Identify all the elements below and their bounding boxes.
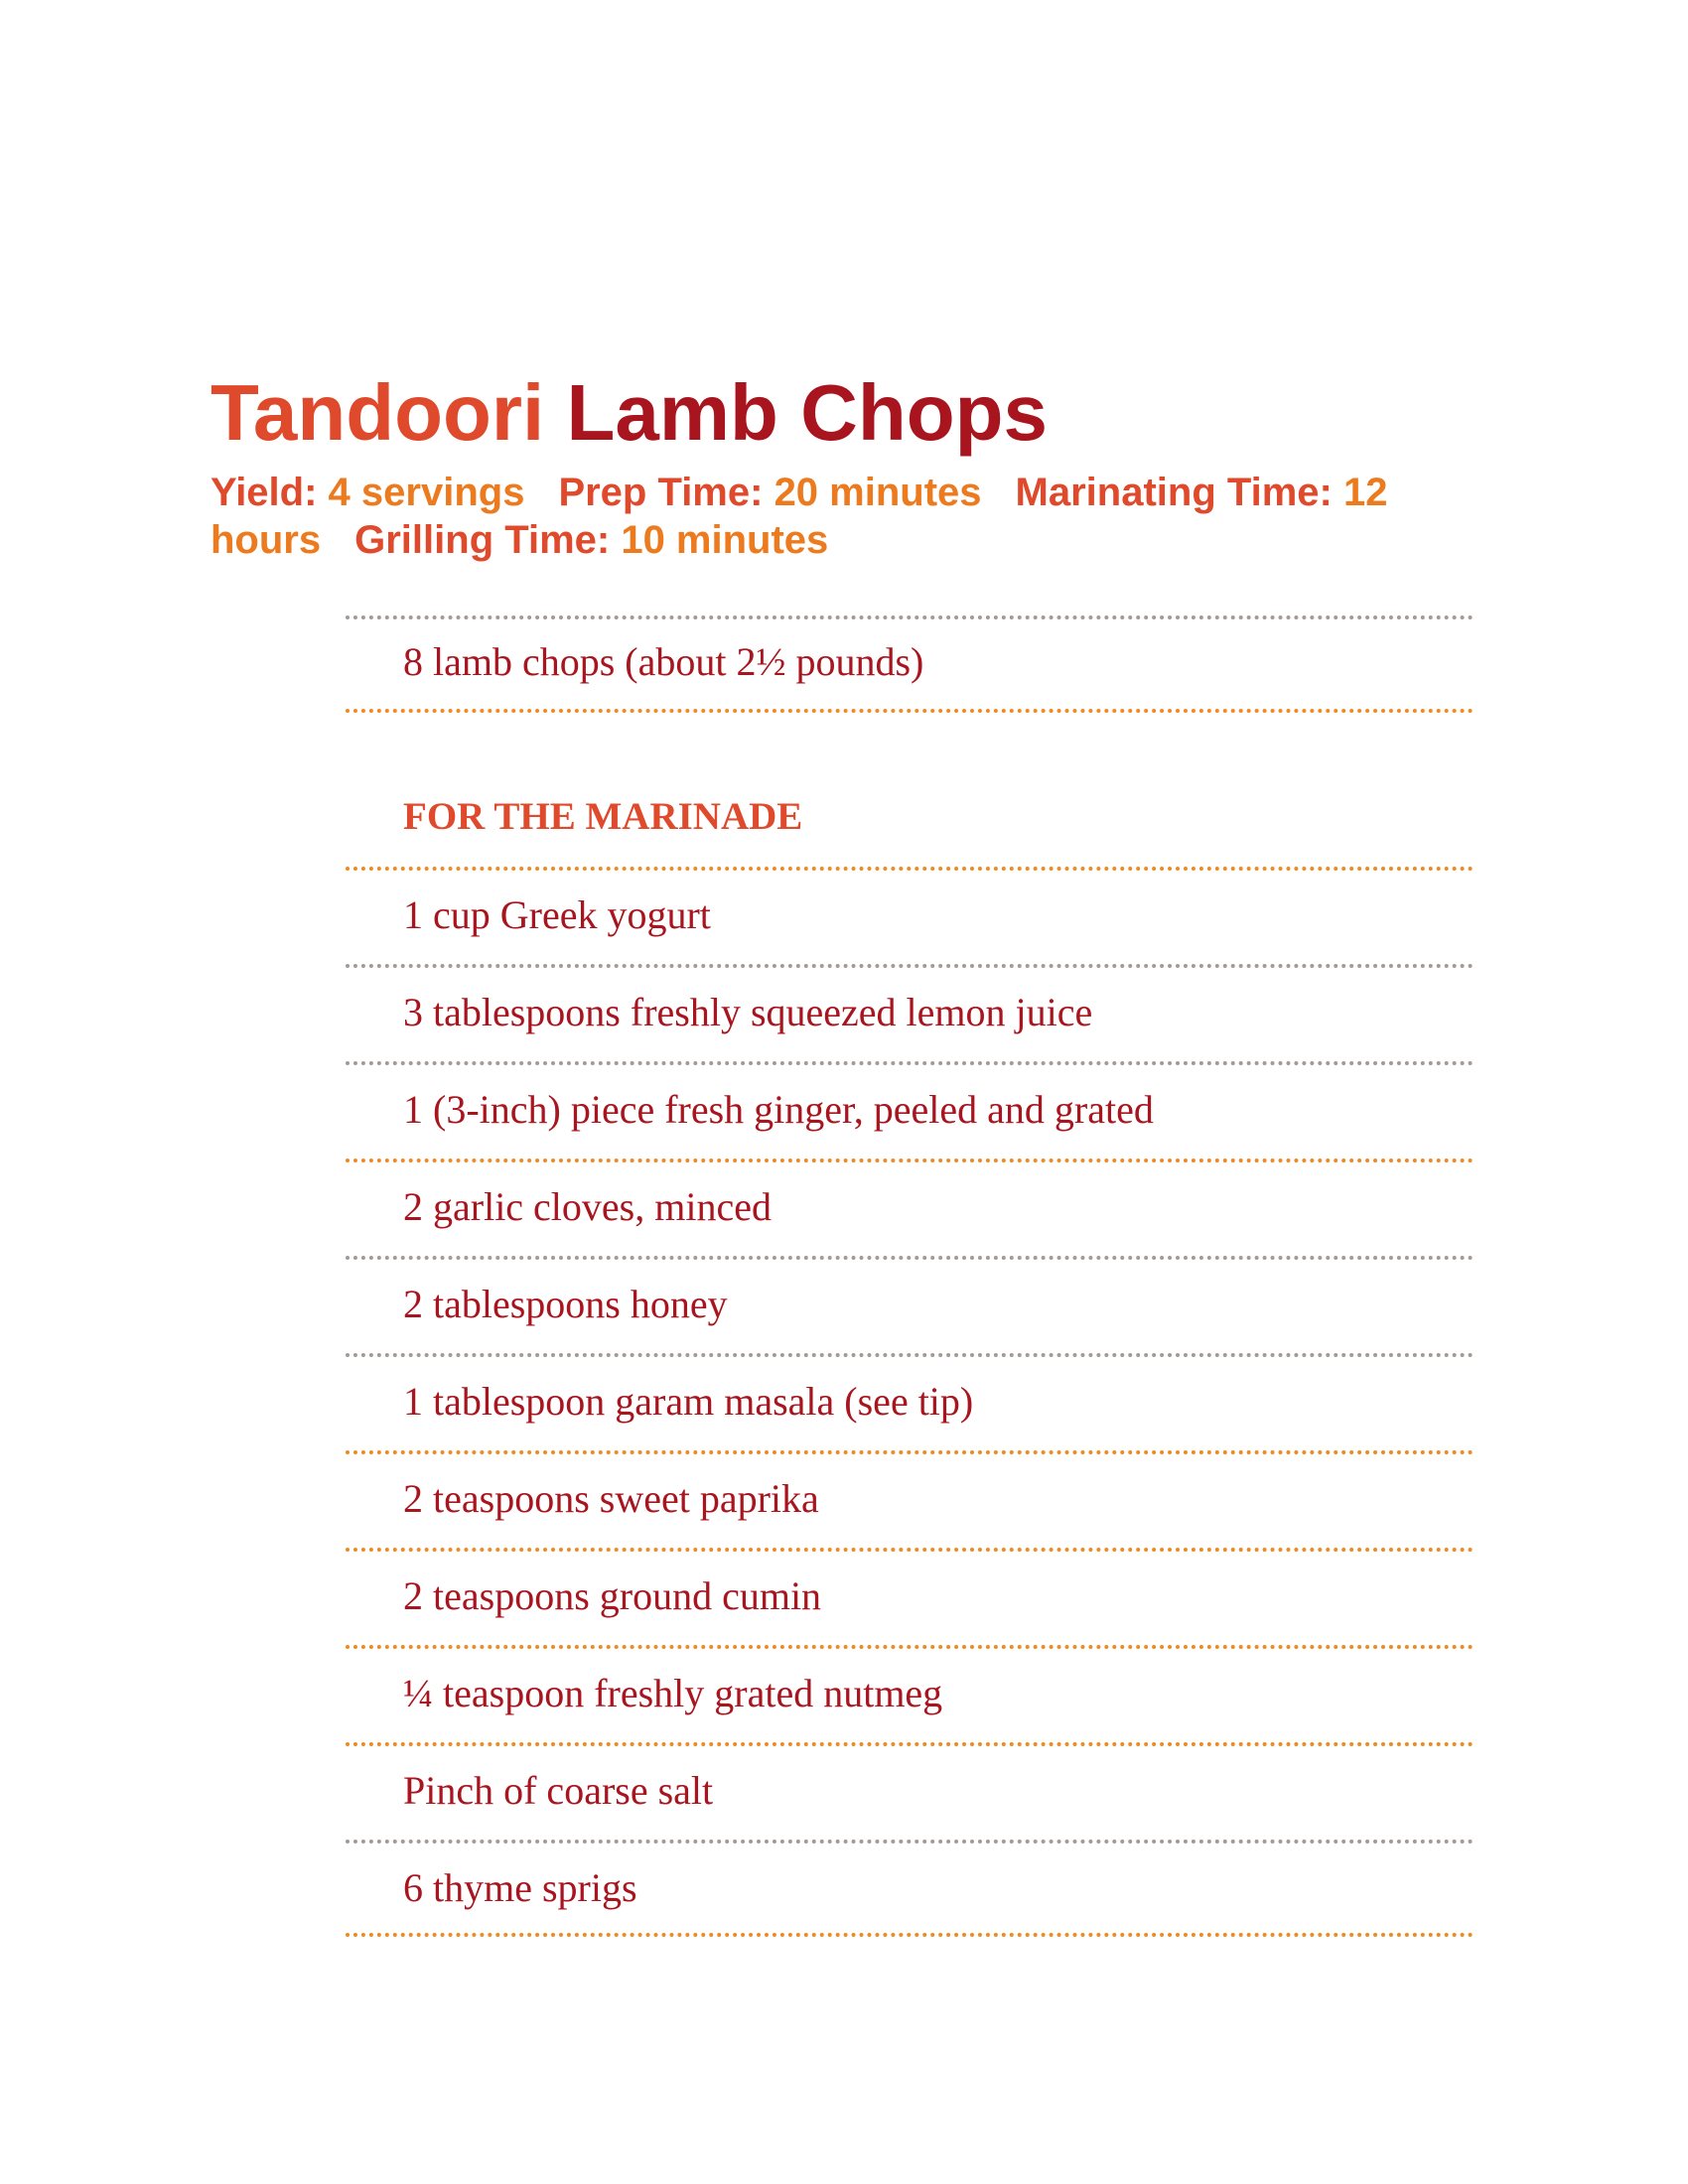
ingredient-item: 1 tablespoon garam masala (see tip): [403, 1379, 974, 1424]
divider: [346, 615, 1474, 619]
divider: [346, 1645, 1474, 1649]
divider: [346, 964, 1474, 968]
prep-time-value: 20 minutes: [774, 471, 982, 514]
recipe-title: [211, 365, 1048, 461]
divider: [346, 1742, 1474, 1746]
ingredient-item: Pinch of coarse salt: [403, 1768, 714, 1813]
marinating-time-label: Marinating Time:: [1015, 471, 1333, 514]
yield-meta: [211, 471, 524, 514]
recipe-meta: [211, 469, 1491, 564]
prep-time-meta: [558, 471, 981, 514]
divider: [346, 1450, 1474, 1454]
divider: [346, 709, 1474, 713]
divider: [346, 1548, 1474, 1552]
recipe-title-word-lamb-chops: Lamb Chops: [566, 368, 1048, 457]
ingredient-item: 2 garlic cloves, minced: [403, 1184, 772, 1229]
prep-time-label: Prep Time:: [558, 471, 764, 514]
divider: [346, 1353, 1474, 1357]
ingredient-item: 2 teaspoons sweet paprika: [403, 1476, 819, 1521]
marinade-heading: FOR THE MARINADE: [403, 795, 803, 838]
divider: [346, 1933, 1474, 1937]
divider: [346, 1840, 1474, 1843]
divider: [346, 1061, 1474, 1065]
grilling-time-label: Grilling Time:: [354, 518, 611, 562]
ingredient-item: ¼ teaspoon freshly grated nutmeg: [403, 1671, 943, 1715]
yield-value: 4 servings: [328, 471, 525, 514]
ingredient-item: 2 teaspoons ground cumin: [403, 1573, 822, 1618]
ingredient-item: 3 tablespoons freshly squeezed lemon juice: [403, 990, 1093, 1034]
ingredient-item: 2 tablespoons honey: [403, 1282, 728, 1326]
ingredient-item: 1 cup Greek yogurt: [403, 892, 711, 937]
recipe-title-word-tandoori: Tandoori: [211, 368, 545, 457]
ingredient-item: 8 lamb chops (about 2½ pounds): [403, 639, 924, 684]
divider: [346, 1256, 1474, 1260]
ingredient-item: 6 thyme sprigs: [403, 1865, 637, 1910]
ingredient-item: 1 (3-inch) piece fresh ginger, peeled and grated: [403, 1087, 1154, 1132]
divider: [346, 867, 1474, 871]
grilling-time-meta: [354, 518, 828, 562]
yield-label: Yield:: [211, 471, 318, 514]
grilling-time-value: 10 minutes: [621, 518, 829, 562]
divider: [346, 1159, 1474, 1162]
marinating-time-value: 12 hours: [211, 471, 1388, 562]
